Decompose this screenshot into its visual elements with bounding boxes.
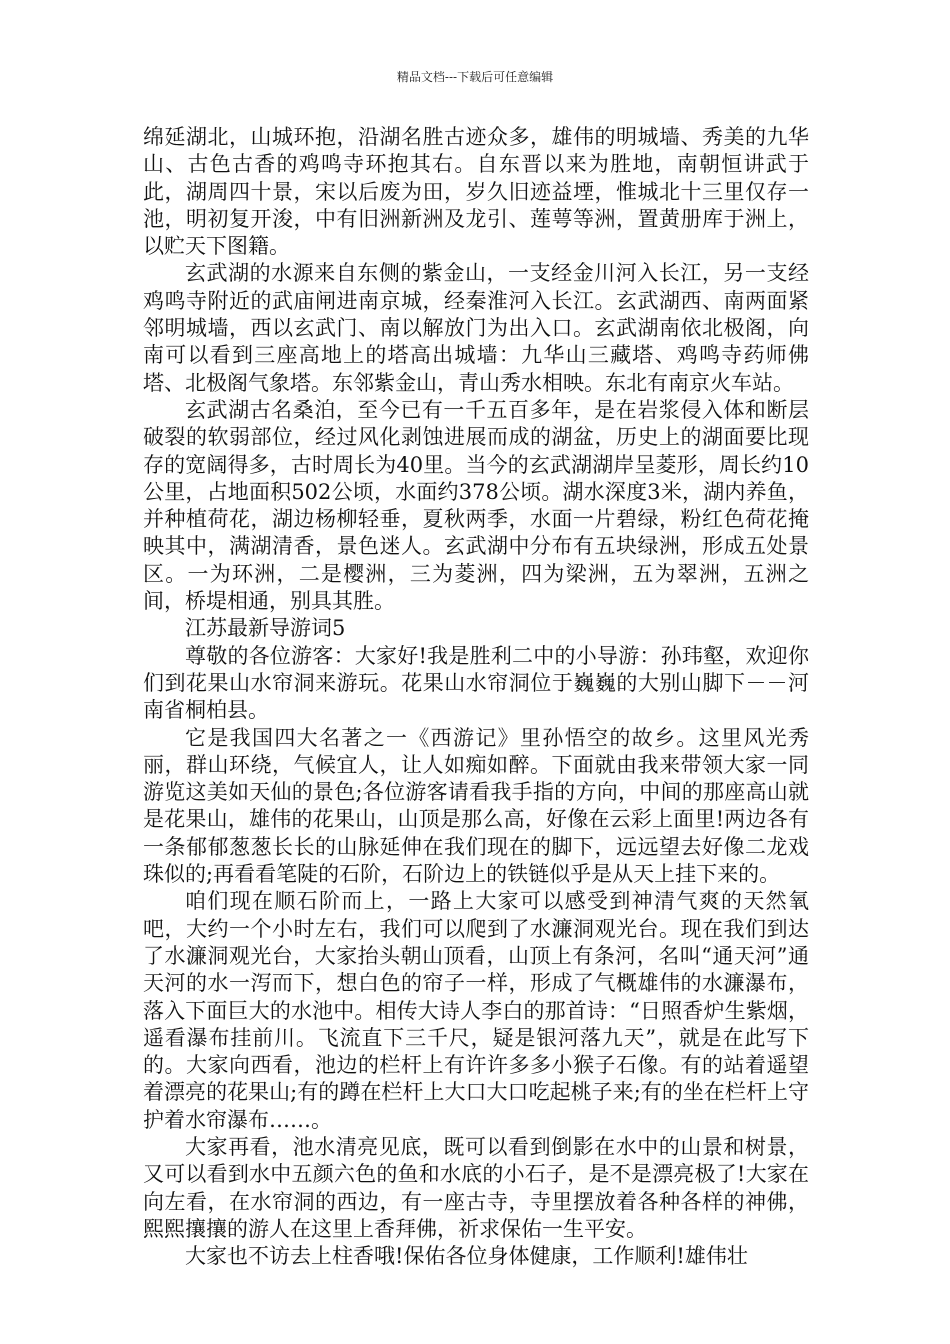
paragraph: 它是我国四大名著之一《西游记》里孙悟空的故乡。这里风光秀丽，群山环绕，气候宜人，让人如痴如醉。下面就由我来带领大家一同游览这美如天仙的景色;各位游客请看我手指的方向，中间的那座高山就是花果山，雄伟的花果山，山顶是那么高，好像在云彩上面里!两边各有一条郁郁葱葱长长的山脉延伸在我们现在的脚下，远远望去好像二龙戏珠似的;再看看笔陡的石阶，石阶边上的铁链似乎是从天上挂下来的。 — [143, 725, 809, 887]
paragraph: 大家再看，池水清亮见底，既可以看到倒影在水中的山景和树景，又可以看到水中五颜六色的鱼和水底的小石子，是不是漂亮极了!大家在向左看，在水帘洞的西边，有一座古寺，寺里摆放着各种各样的神佛，熙熙攘攘的游人在这里上香拜佛，祈求保佑一生平安。 — [143, 1134, 809, 1241]
paragraph: 大家也不访去上柱香哦!保佑各位身体健康，工作顺利!雄伟壮 — [185, 1244, 748, 1269]
page-header: 精品文档---下载后可任意编辑 — [396, 70, 554, 84]
document-body — [143, 124, 809, 1270]
paragraph: 咱们现在顺石阶而上，一路上大家可以感受到神清气爽的天然氧吧，大约一个小时左右，我们可以爬到了水濂洞观光台。现在我们到达了水濂洞观光台，大家抬头朝山顶看，山顶上有条河，名叫“通天河”通天河的水一泻而下，想白色的帘子一样，形成了气概雄伟的水濂瀑布，落入下面巨大的水池中。相传大诗人李白的那首诗：“日照香炉生紫烟，遥看瀑布挂前川。飞流直下三千尺，疑是银河落九天”，就是在此写下的。大家向西看，池边的栏杆上有许许多多小猴子石像。有的站着遥望着漂亮的花果山;有的蹲在栏杆上大口大口吃起桃子来;有的坐在栏杆上守护着水帘瀑布……。 — [143, 889, 809, 1132]
paragraph: 绵延湖北，山城环抱，沿湖名胜古迹众多，雄伟的明城墙、秀美的九华山、古色古香的鸡鸣寺环抱其右。自东晋以来为胜地，南朝恒讲武于此，湖周四十景，宋以后废为田，岁久旧迹益堙，惟城北十三里仅存一池，明初复开浚，中有旧洲新洲及龙引、莲萼等洲，置黄册库于洲上，以贮天下图籍。 — [143, 125, 809, 259]
paragraph: 尊敬的各位游客：大家好!我是胜利二中的小导游：孙玮壑，欢迎你们到花果山水帘洞来游玩。花果山水帘洞位于巍巍的大别山脚下－－河南省桐柏县。 — [143, 643, 809, 723]
section-heading: 江苏最新导游词5 — [185, 616, 346, 641]
paragraph: 玄武湖古名桑泊，至今已有一千五百多年，是在岩浆侵入体和断层破裂的软弱部位，经过风化剥蚀进展而成的湖盆，历史上的湖面要比现存的宽阔得多，古时周长为40里。当今的玄武湖湖岸呈菱形，周长约10公里，占地面积502公顷，水面约378公顷。湖水深度3米，湖内养鱼，并种植荷花，湖边杨柳轻垂，夏秋两季，水面一片碧绿，粉红色荷花掩映其中，满湖清香，景色迷人。玄武湖中分布有五块绿洲，形成五处景区。一为环洲，二是樱洲，三为菱洲，四为梁洲，五为翠洲，五洲之间，桥堤相通，别具其胜。 — [143, 397, 809, 614]
paragraph: 玄武湖的水源来自东侧的紫金山，一支经金川河入长江，另一支经鸡鸣寺附近的武庙闸进南京城，经秦淮河入长江。玄武湖西、南两面紧邻明城墙，西以玄武门、南以解放门为出入口。玄武湖南依北极阁，向南可以看到三座高地上的塔高出城墙：九华山三藏塔、鸡鸣寺药师佛塔、北极阁气象塔。东邻紫金山，青山秀水相映。东北有南京火车站。 — [143, 261, 809, 395]
